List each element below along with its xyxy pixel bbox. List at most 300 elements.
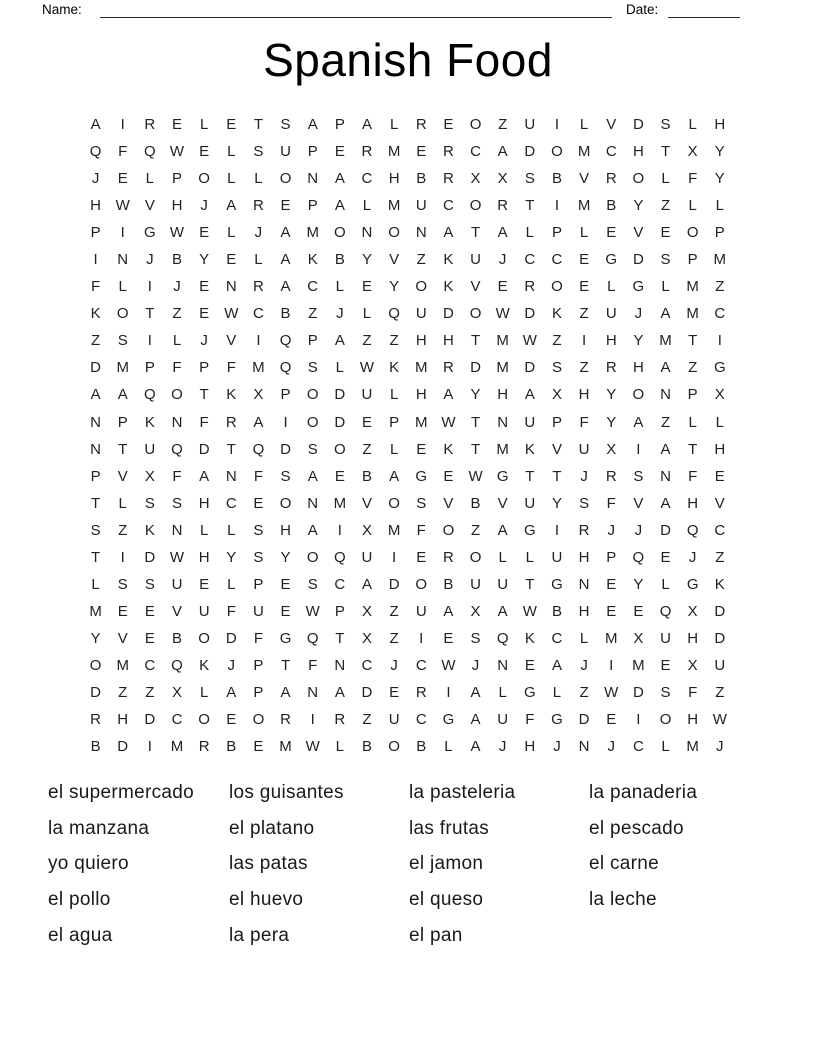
grid-letter: L	[199, 521, 209, 539]
grid-row	[82, 327, 733, 354]
grid-letter: H	[117, 711, 129, 729]
word-list-item: el pan	[409, 924, 463, 946]
grid-letter: U	[578, 440, 590, 458]
grid-letter: K	[551, 305, 562, 323]
grid-letter: A	[470, 683, 481, 701]
grid-letter: J	[91, 170, 100, 188]
grid-letter: C	[361, 656, 373, 674]
grid-letter: V	[579, 170, 590, 188]
word-list-item: el pollo	[48, 889, 111, 911]
grid-letter: B	[606, 197, 617, 215]
grid-row	[82, 192, 733, 219]
grid-letter: K	[443, 278, 454, 296]
grid-letter: E	[253, 494, 264, 512]
grid-letter: Y	[361, 251, 372, 269]
grid-letter: N	[171, 413, 183, 431]
grid-letter: V	[551, 440, 562, 458]
grid-letter: S	[633, 467, 644, 485]
word-list-item: el huevo	[229, 889, 304, 911]
grid-letter: L	[661, 278, 670, 296]
grid-letter: C	[714, 305, 726, 323]
grid-letter: Q	[334, 548, 346, 566]
grid-letter: L	[688, 197, 697, 215]
grid-letter: B	[416, 738, 427, 756]
grid-letter: T	[253, 116, 263, 133]
grid-letter: C	[334, 575, 346, 593]
grid-letter: M	[387, 521, 401, 539]
grid-letter: U	[524, 116, 536, 133]
grid-letter: P	[280, 386, 291, 404]
grid-letter: F	[253, 629, 263, 647]
grid-letter: I	[93, 251, 98, 269]
name-label: Name:	[42, 2, 82, 17]
grid-letter: P	[307, 197, 318, 215]
grid-letter: M	[252, 359, 265, 377]
grid-letter: R	[605, 170, 617, 188]
grid-letter: E	[226, 711, 237, 729]
grid-letter: M	[279, 738, 292, 756]
grid-letter: P	[307, 143, 318, 161]
grid-letter: Q	[279, 332, 292, 350]
grid-letter: Q	[686, 521, 699, 539]
grid-letter: E	[443, 467, 454, 485]
grid-letter: X	[551, 386, 562, 404]
grid-letter: C	[524, 251, 536, 269]
grid-letter: F	[525, 711, 535, 729]
grid-letter: F	[226, 602, 236, 620]
grid-letter: L	[362, 305, 372, 323]
grid-letter: N	[171, 521, 183, 539]
grid-letter: E	[416, 548, 427, 566]
grid-row	[82, 517, 733, 544]
grid-letter: D	[632, 251, 644, 269]
grid-letter: R	[578, 521, 590, 539]
grid-letter: A	[524, 386, 535, 404]
grid-letter: R	[90, 711, 101, 729]
grid-letter: L	[199, 116, 209, 133]
grid-letter: A	[551, 656, 562, 674]
grid-letter: R	[144, 116, 156, 133]
grid-letter: H	[578, 548, 590, 566]
grid-letter: R	[524, 278, 536, 296]
grid-letter: A	[497, 602, 508, 620]
grid-letter: D	[632, 116, 644, 133]
grid-letter: O	[442, 521, 455, 539]
grid-letter: O	[306, 413, 319, 431]
grid-letter: Y	[606, 413, 617, 431]
grid-letter: R	[225, 413, 237, 431]
grid-letter: I	[609, 656, 614, 674]
grid-letter: T	[470, 413, 481, 431]
grid-letter: Z	[118, 521, 128, 539]
grid-letter: M	[89, 602, 102, 620]
grid-letter: L	[688, 116, 697, 133]
grid-letter: X	[144, 467, 155, 485]
grid-letter: Y	[551, 494, 562, 512]
grid-letter: D	[524, 143, 536, 161]
grid-letter: I	[554, 197, 560, 215]
grid-letter: I	[120, 224, 125, 242]
grid-letter: B	[551, 602, 562, 620]
grid-letter: Z	[660, 197, 671, 215]
grid-letter: V	[226, 332, 237, 350]
grid-letter: A	[660, 494, 671, 512]
grid-letter: M	[116, 656, 129, 674]
grid-letter: J	[173, 278, 181, 296]
word-list-item: el queso	[409, 889, 484, 911]
grid-letter: T	[280, 656, 291, 674]
grid-letter: N	[90, 413, 101, 431]
grid-letter: Z	[389, 332, 399, 350]
grid-letter: E	[633, 602, 644, 620]
grid-letter: P	[253, 656, 264, 674]
grid-letter: E	[199, 575, 210, 593]
word-list-column	[48, 775, 229, 953]
grid-letter: G	[496, 467, 509, 485]
grid-letter: L	[498, 548, 507, 566]
grid-letter: L	[254, 170, 263, 188]
grid-letter: D	[144, 711, 156, 729]
grid-letter: D	[578, 711, 590, 729]
word-list-item: yo quiero	[48, 853, 129, 875]
grid-letter: O	[388, 224, 400, 242]
grid-letter: M	[686, 278, 699, 296]
grid-letter: Z	[362, 711, 372, 729]
grid-letter: K	[226, 386, 237, 404]
grid-letter: M	[496, 440, 509, 458]
grid-letter: X	[606, 440, 617, 458]
grid-letter: M	[415, 413, 428, 431]
grid-letter: L	[525, 548, 534, 566]
word-list-item: las frutas	[409, 817, 490, 839]
grid-letter: A	[497, 224, 508, 242]
grid-letter: L	[579, 116, 589, 133]
grid-letter: L	[579, 629, 589, 647]
grid-letter: S	[117, 575, 128, 593]
grid-letter: B	[416, 170, 427, 188]
grid-letter: S	[253, 521, 264, 539]
grid-letter: D	[144, 548, 156, 566]
grid-letter: H	[198, 548, 210, 566]
grid-letter: I	[554, 521, 560, 539]
word-list-item: la leche	[589, 889, 657, 911]
grid-letter: S	[144, 494, 155, 512]
grid-letter: W	[604, 683, 619, 701]
grid-letter: Z	[416, 251, 426, 269]
grid-letter: D	[90, 359, 101, 377]
grid-letter: T	[226, 440, 236, 458]
grid-letter: U	[605, 305, 617, 323]
grid-letter: P	[253, 683, 264, 701]
grid-row	[82, 138, 733, 165]
grid-letter: A	[280, 683, 291, 701]
grid-letter: G	[632, 278, 645, 296]
grid-letter: N	[361, 224, 373, 242]
grid-letter: N	[117, 251, 129, 269]
grid-letter: F	[172, 467, 182, 485]
grid-letter: Q	[388, 305, 400, 323]
word-list-item: el carne	[589, 853, 659, 875]
grid-letter: L	[661, 170, 670, 188]
grid-letter: C	[415, 656, 427, 674]
grid-letter: F	[199, 413, 209, 431]
grid-letter: H	[524, 738, 536, 756]
grid-letter: Q	[496, 629, 509, 647]
grid-letter: I	[147, 738, 152, 756]
grid-letter: A	[226, 197, 237, 215]
grid-letter: E	[660, 548, 671, 566]
grid-letter: K	[144, 413, 155, 431]
grid-letter: A	[660, 440, 671, 458]
grid-letter: P	[90, 467, 101, 485]
grid-letter: E	[606, 711, 617, 729]
grid-letter: E	[660, 656, 671, 674]
grid-letter: F	[308, 656, 318, 674]
grid-letter: M	[333, 494, 347, 512]
grid-letter: A	[497, 521, 508, 539]
grid-letter: E	[606, 602, 617, 620]
grid-letter: O	[198, 711, 210, 729]
grid-letter: P	[117, 413, 128, 431]
grid-letter: F	[226, 359, 236, 377]
grid-letter: O	[388, 738, 400, 756]
grid-row	[82, 409, 733, 436]
grid-letter: P	[253, 575, 264, 593]
grid-letter: C	[605, 143, 617, 161]
grid-letter: V	[171, 602, 182, 620]
grid-letter: I	[554, 116, 560, 133]
grid-letter: L	[227, 224, 236, 242]
grid-letter: C	[551, 629, 563, 647]
grid-letter: V	[117, 629, 128, 647]
grid-letter: L	[552, 683, 562, 701]
grid-letter: K	[307, 251, 318, 269]
grid-letter: N	[660, 386, 671, 404]
grid-letter: U	[551, 548, 563, 566]
grid-letter: O	[252, 711, 265, 729]
grid-letter: V	[497, 494, 508, 512]
grid-letter: W	[441, 656, 456, 674]
grid-letter: E	[117, 170, 128, 188]
grid-letter: C	[415, 711, 427, 729]
grid-letter: N	[578, 738, 590, 756]
grid-letter: T	[335, 629, 345, 647]
grid-letter: M	[577, 197, 591, 215]
grid-letter: S	[524, 170, 535, 188]
grid-letter: M	[387, 197, 401, 215]
grid-letter: L	[444, 738, 453, 756]
grid-letter: Y	[226, 548, 237, 566]
grid-letter: U	[660, 629, 671, 647]
grid-letter: P	[687, 251, 698, 269]
name-blank-line	[100, 17, 612, 18]
grid-letter: E	[334, 143, 345, 161]
grid-letter: E	[443, 116, 454, 133]
grid-letter: R	[280, 711, 291, 729]
grid-letter: R	[252, 197, 264, 215]
grid-letter: V	[144, 197, 155, 215]
grid-letter: S	[307, 440, 318, 458]
grid-letter: I	[337, 521, 342, 539]
grid-letter: T	[90, 548, 101, 566]
grid-letter: U	[524, 494, 536, 512]
grid-letter: A	[334, 332, 345, 350]
grid-letter: R	[442, 143, 454, 161]
grid-letter: H	[632, 143, 644, 161]
grid-letter: V	[361, 494, 372, 512]
word-list-item: la pera	[229, 924, 290, 946]
grid-letter: H	[415, 386, 427, 404]
grid-letter: M	[387, 143, 401, 161]
grid-letter: L	[661, 738, 670, 756]
grid-letter: H	[171, 197, 183, 215]
grid-letter: A	[90, 116, 101, 133]
grid-letter: O	[306, 386, 319, 404]
grid-letter: E	[606, 224, 617, 242]
grid-letter: V	[714, 494, 725, 512]
grid-letter: P	[334, 602, 345, 620]
grid-letter: U	[388, 711, 400, 729]
grid-letter: E	[226, 251, 237, 269]
grid-letter: B	[470, 494, 481, 512]
grid-letter: N	[307, 683, 319, 701]
grid-letter: S	[579, 494, 590, 512]
grid-letter: Q	[171, 656, 183, 674]
grid-letter: L	[362, 197, 372, 215]
grid-letter: O	[279, 494, 292, 512]
grid-letter: F	[253, 467, 263, 485]
grid-letter: A	[660, 359, 671, 377]
grid-letter: C	[171, 711, 183, 729]
grid-letter: O	[632, 386, 645, 404]
grid-letter: L	[172, 332, 182, 350]
grid-letter: Z	[362, 440, 372, 458]
grid-letter: O	[469, 197, 482, 215]
grid-letter: W	[305, 738, 320, 756]
grid-letter: C	[252, 305, 264, 323]
grid-letter: L	[227, 521, 236, 539]
grid-letter: A	[361, 575, 372, 593]
grid-letter: E	[714, 467, 725, 485]
grid-letter: E	[144, 602, 155, 620]
grid-letter: E	[280, 575, 291, 593]
grid-letter: F	[118, 143, 128, 161]
grid-row	[82, 219, 733, 246]
grid-letter: D	[198, 440, 210, 458]
grid-letter: H	[714, 440, 726, 458]
grid-letter: B	[171, 629, 182, 647]
grid-letter: N	[225, 278, 237, 296]
grid-letter: R	[334, 711, 346, 729]
grid-letter: W	[169, 548, 185, 566]
grid-letter: R	[605, 467, 617, 485]
grid-letter: U	[280, 143, 291, 161]
grid-letter: E	[253, 738, 264, 756]
grid-letter: L	[661, 575, 670, 593]
grid-letter: J	[200, 332, 208, 350]
grid-letter: K	[443, 440, 454, 458]
grid-letter: J	[607, 738, 615, 756]
grid-letter: Z	[688, 359, 698, 377]
grid-letter: E	[497, 278, 508, 296]
grid-letter: X	[470, 170, 481, 188]
grid-row	[82, 598, 733, 625]
grid-letter: L	[227, 575, 236, 593]
grid-letter: L	[91, 575, 100, 593]
grid-letter: M	[604, 629, 618, 647]
grid-letter: Z	[308, 305, 318, 323]
grid-letter: U	[144, 440, 156, 458]
grid-letter: L	[335, 738, 344, 756]
grid-letter: L	[525, 224, 534, 242]
grid-letter: W	[359, 359, 375, 377]
grid-letter: G	[686, 575, 699, 593]
grid-letter: E	[280, 602, 291, 620]
grid-letter: B	[171, 251, 182, 269]
grid-letter: J	[336, 305, 344, 323]
grid-letter: I	[310, 711, 315, 729]
grid-row	[82, 111, 733, 138]
grid-letter: U	[470, 251, 481, 269]
grid-row	[82, 652, 733, 679]
grid-letter: O	[306, 548, 319, 566]
grid-letter: X	[361, 602, 372, 620]
grid-letter: P	[90, 224, 101, 242]
grid-letter: Y	[470, 386, 481, 404]
grid-letter: A	[334, 170, 345, 188]
grid-letter: O	[415, 278, 428, 296]
grid-letter: X	[361, 629, 372, 647]
grid-letter: S	[90, 521, 101, 539]
word-list-item: el agua	[48, 924, 113, 946]
grid-letter: T	[470, 224, 481, 242]
grid-letter: L	[389, 116, 399, 133]
grid-letter: E	[443, 629, 454, 647]
grid-row	[82, 436, 733, 463]
grid-letter: I	[419, 629, 424, 647]
grid-letter: H	[687, 629, 699, 647]
word-list-item: el jamon	[409, 853, 484, 875]
grid-letter: H	[388, 170, 400, 188]
grid-letter: G	[523, 683, 536, 701]
grid-letter: K	[199, 656, 210, 674]
grid-letter: E	[226, 116, 237, 133]
grid-letter: E	[171, 116, 182, 133]
grid-letter: C	[714, 521, 726, 539]
grid-row	[82, 490, 733, 517]
grid-letter: D	[280, 440, 291, 458]
grid-letter: K	[714, 575, 725, 593]
grid-letter: A	[307, 521, 318, 539]
grid-row	[82, 246, 733, 273]
grid-letter: D	[524, 305, 536, 323]
grid-letter: A	[443, 602, 454, 620]
grid-letter: Z	[389, 602, 399, 620]
grid-letter: C	[307, 278, 319, 296]
grid-letter: W	[522, 602, 537, 620]
grid-letter: E	[524, 656, 535, 674]
grid-letter: P	[551, 413, 562, 431]
grid-letter: L	[579, 224, 589, 242]
grid-letter: A	[443, 386, 454, 404]
grid-letter: P	[606, 548, 617, 566]
grid-letter: E	[199, 224, 210, 242]
grid-row	[82, 544, 733, 571]
grid-letter: H	[687, 711, 699, 729]
grid-letter: C	[551, 251, 563, 269]
grid-letter: E	[117, 602, 128, 620]
grid-letter: M	[577, 143, 591, 161]
